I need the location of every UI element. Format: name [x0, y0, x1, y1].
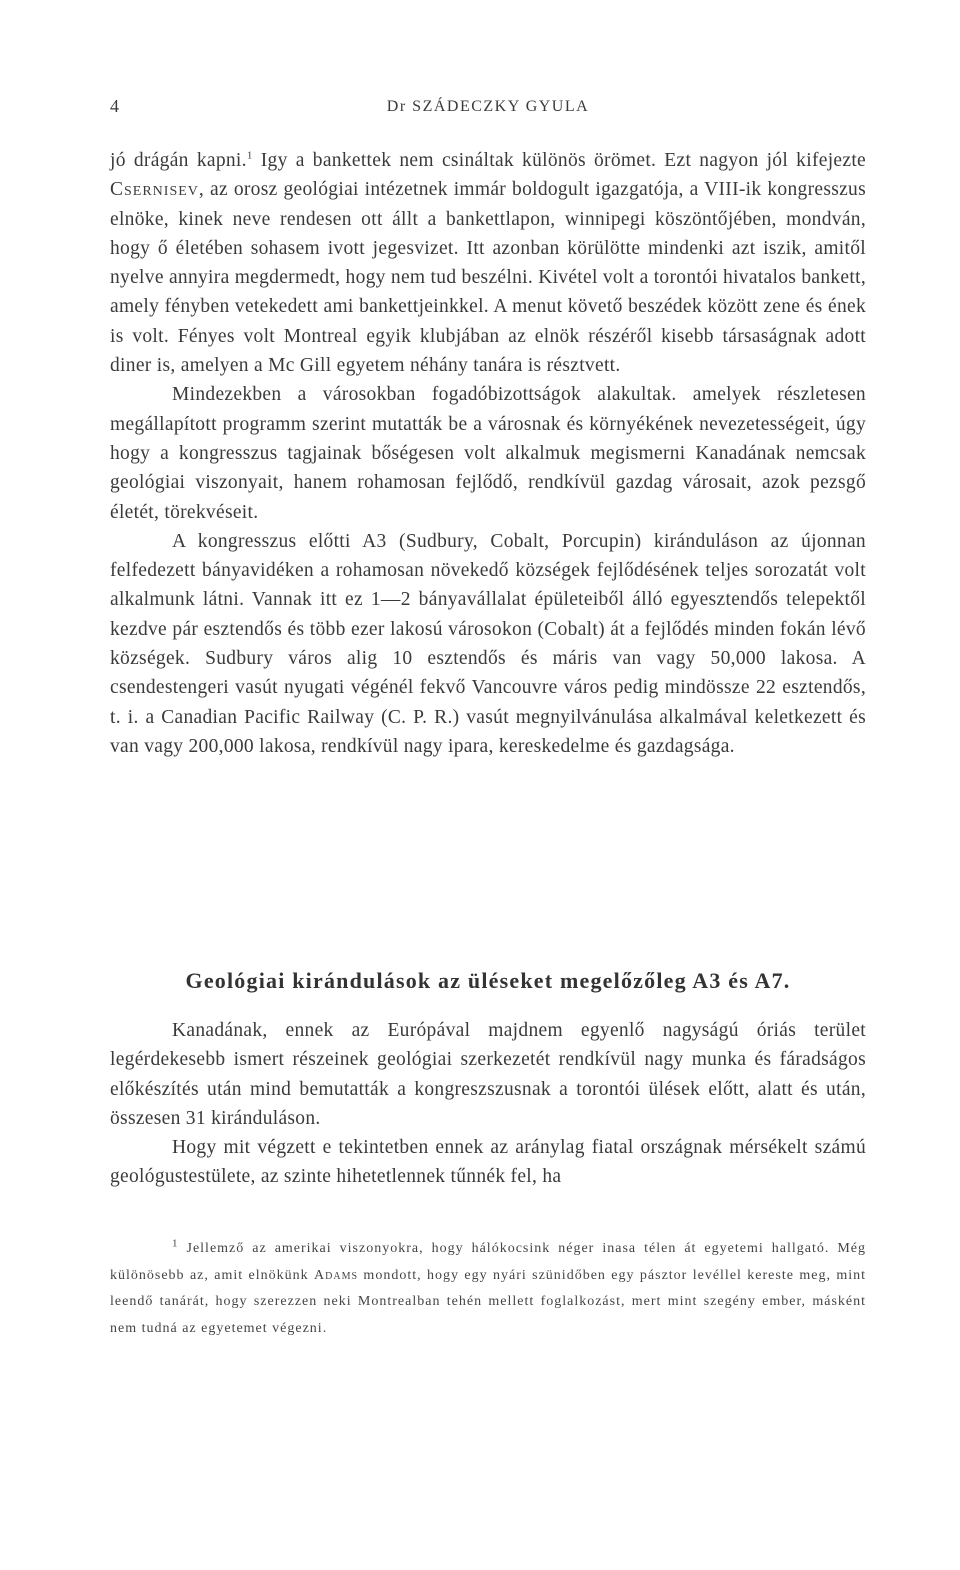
footnote-part-2: mondott, hogy egy nyári szünidőben egy pásztor levéllel kereste meg, mint leendő tanárát, hogy szerezzen neki Montrealban tehén mellett foglalkozást, mert mint szegény ember, másként nem tudná az egyetemet végezni. — [110, 1267, 867, 1336]
footnote-text — [110, 1236, 866, 1342]
person-name-csernisev: Csernisev — [110, 179, 199, 201]
person-name-adams: Adams — [314, 1267, 359, 1283]
footnote-marker: 1 — [172, 1237, 179, 1250]
section-paragraph-1: Kanadának, ennek az Európával majdnem egyenlő nagyságú óriás terület legérdekesebb ismert részeinek geológiai szerkezetét rendkívül nagy munka és fáradságos előkészítés után mind bemutatták a kongreszszusnak a torontói ülések előtt, alatt és után, összesen 31 kiránduláson. — [110, 1020, 866, 1129]
section-paragraph-2: Hogy mit végzett e tekintetben ennek az aránylag fiatal országnak mérsékelt számú geológustestülete, az szinte hihetetlennek tűnnék fel, ha — [110, 1137, 866, 1188]
section-heading: Geológiai kirándulások az üléseket megelőzőleg A3 és A7. — [185, 968, 791, 993]
section-text — [110, 1016, 866, 1192]
paragraph-1 — [110, 146, 866, 380]
page-header — [110, 96, 866, 120]
page-number: 4 — [110, 96, 121, 116]
paragraph-3: A kongresszus előtti A3 (Sudbury, Cobalt, Porcupin) kiránduláson az újonnan felfedezett bányavidéken a rohamosan növekedő községek fejlődésének teljes sorozatát volt alkalmunk látni. Vannak itt ez 1—2 bányavállalat épületeiből álló egyesztendős telepektől kezdve pár esztendős és több ezer lakosú városokon (Cobalt) át a fejlődés minden fokán lévő községek. Sudbury város alig 10 esztendős és máris van vagy 50,000 lakosa. A csendestengeri vasút nyugati végénél fekvő Vancouvre város pedig mindössze 22 esztendős, t. i. a Canadian Pacific Railway (C. P. R.) vasút megnyilvánulása alkalmával keletkezett és van vagy 200,000 lakosa, rendkívül nagy ipara, kereskedelme és gazdagsága. — [110, 530, 866, 757]
footnote — [110, 1236, 866, 1342]
paragraph-1-start: jó drágán kapni. — [110, 150, 247, 171]
footnote-reference: 1 — [246, 149, 253, 162]
paragraph-1-middle: Igy a bankettek nem csináltak különös örömet. Ezt nagyon jól kifejezte — [252, 150, 866, 171]
main-text — [110, 146, 866, 761]
running-title: Dr SZÁDECZKY GYULA — [386, 98, 590, 115]
paragraph-2: Mindezekben a városokban fogadóbizottságok alakultak. amelyek részletesen megállapított programm szerint mutatták be a városnak és környékének nevezetességeit, úgy hogy a kongresszus tagjainak bőségesen volt alkalmuk megismerni Kanadának nemcsak geológiai viszonyait, hanem rohamosan fejlődő, rendkívül gazdag városait, azok pezsgő életét, törekvéseit. — [110, 384, 866, 523]
footnote-part-1: Jellemző az amerikai viszonyokra, hogy hálókocsink néger inasa télen át egyetemi hallgató. Még különösebb az, amit elnökünk — [110, 1241, 866, 1283]
paragraph-1-end: , az orosz geológiai intézetnek immár boldogult igazgatója, a VIII-ik kongresszus elnöke, kinek neve rendesen ott állt a bankettlapon, winnipegi köszöntőjében, mondván, hogy ő életében sohasem ivott jegesvizet. Itt azonban körülötte mindenki azt iszik, amitől nyelve annyira megdermedt, hogy nem tud beszélni. Kivétel volt a torontói hivatalos bankett, amely fényben vetekedett ami bankettjeinkkel. A menut követő beszédek között zene és ének is volt. Fényes volt Montreal egyik klubjában az elnök részéről kisebb társaságnak adott diner is, amelyen a Mc Gill egyetem néhány tanára is résztvett. — [110, 179, 866, 377]
